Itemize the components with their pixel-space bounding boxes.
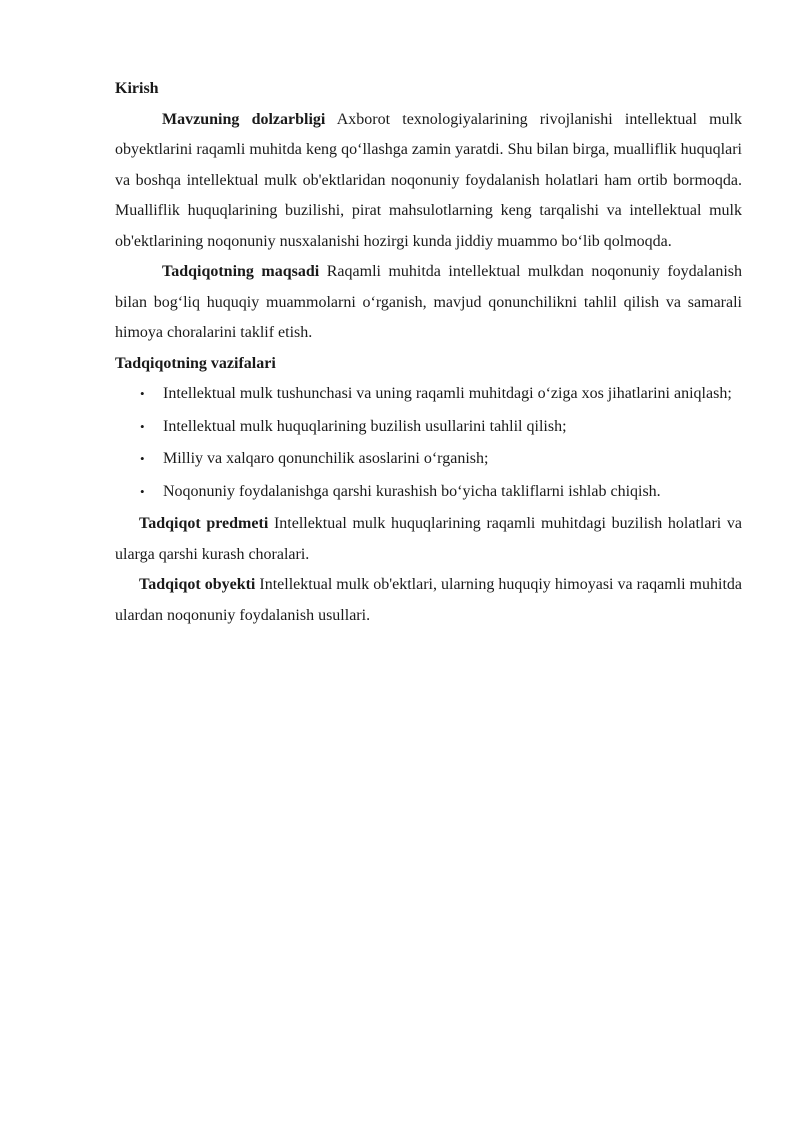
relevance-text: Axborot texnologiyalarining rivojlanishi intellektual mulk obyektlarini raqamli muhitda keng qo‘llashga zamin yaratdi. Shu bilan birga, mualliflik huquqlari va boshqa intellektual mulk ob'ektlaridan noqonuniy foydalanish holatlari ham ortib bormoqda. Mualliflik huquqlarining buzilishi, pirat mahsulotlarning keng tarqalishi va intellektual mulk ob'ektlarining noqonuniy nusxalanishi hozirgi kunda jiddiy muammo bo‘lib qolmoqda.: [115, 110, 743, 250]
object-text: Intellektual mulk ob'ektlari, ularning huquqiy himoyasi va raqamli muhitda ulardan noqonuniy foydalanish usullari.: [115, 576, 742, 624]
tasks-list: [115, 379, 742, 507]
bullet-icon: •: [140, 386, 145, 401]
document-page: [115, 74, 742, 631]
list-item: [115, 444, 742, 475]
object-label: Tadqiqot obyekti: [139, 576, 256, 593]
intro-heading: Kirish: [115, 80, 159, 97]
object-paragraph: [115, 570, 742, 631]
list-item: [115, 379, 742, 410]
bullet-icon: •: [140, 451, 145, 466]
purpose-paragraph: [115, 257, 742, 349]
tasks-heading: Tadqiqotning vazifalari: [115, 354, 276, 372]
bullet-icon: •: [140, 418, 145, 434]
task-text: Intellektual mulk tushunchasi va uning raqamli muhitdagi o‘ziga xos jihatlarini aniqlash;: [163, 385, 732, 402]
list-item: [115, 477, 742, 508]
list-item: [115, 412, 742, 443]
task-text: Intellektual mulk huquqlarining buzilish usullarini tahlil qilish;: [163, 417, 567, 435]
subject-text: Intellektual mulk huquqlarining raqamli muhitdagi buzilish holatlari va ularga qarshi kurash choralari.: [115, 515, 742, 563]
purpose-label: Tadqiqotning maqsadi: [162, 263, 320, 280]
subject-label: Tadqiqot predmeti: [139, 515, 269, 532]
relevance-label: Mavzuning dolzarbligi: [162, 110, 326, 128]
task-text: Noqonuniy foydalanishga qarshi kurashish bo‘yicha takliflarni ishlab chiqish.: [163, 482, 661, 500]
task-text: Milliy va xalqaro qonunchilik asoslarini o‘rganish;: [163, 450, 489, 467]
purpose-text: Raqamli muhitda intellektual mulkdan noqonuniy foydalanish bilan bog‘liq huquqiy muammolarni o‘rganish, mavjud qonunchilikni tahlil qilish va samarali himoya choralarini taklif etish.: [115, 263, 742, 341]
bullet-icon: •: [140, 483, 145, 499]
relevance-paragraph: [115, 105, 742, 258]
subject-paragraph: [115, 509, 742, 570]
